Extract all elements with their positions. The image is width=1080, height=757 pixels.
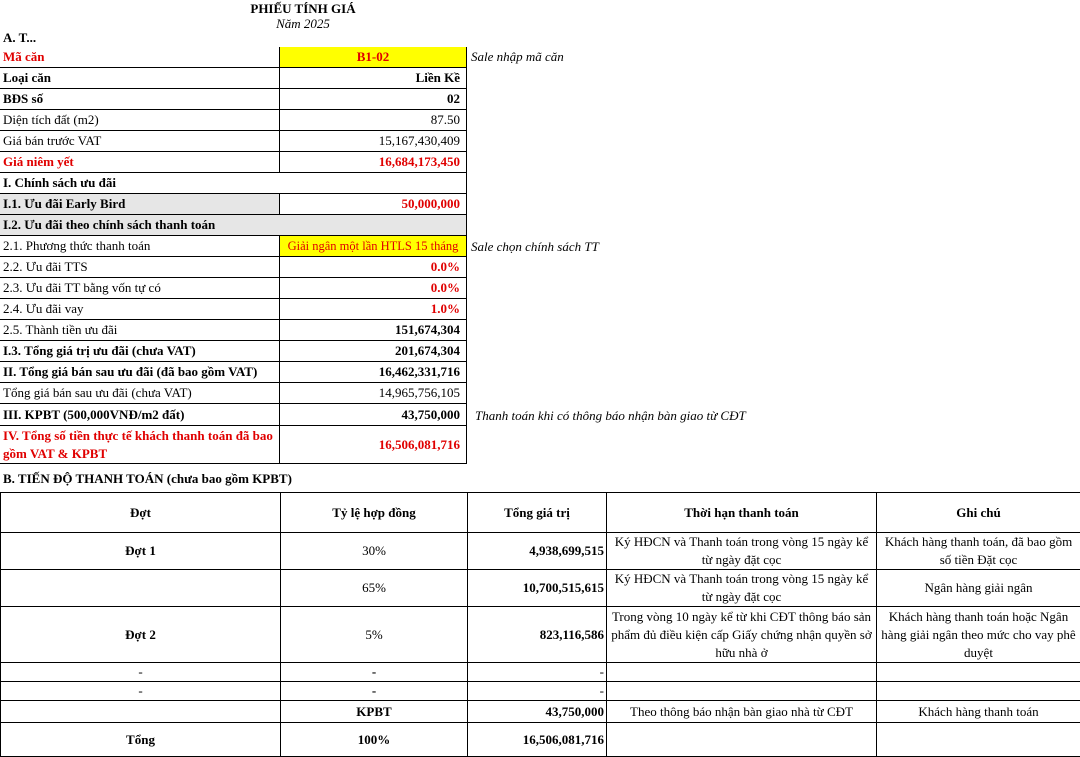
label-tong-sau-vat: II. Tổng giá bán sau ưu đãi (đã bao gồm VAT) [0,362,280,383]
value-uu-dai-vay: 1.0% [280,299,467,320]
cell-ghi-chu: Khách hàng thanh toán hoặc Ngân hàng giải ngân theo mức cho vay phê duyệt [877,607,1080,663]
value-gia-niem-yet: 16,684,173,450 [280,152,467,173]
cell-thoi-han [607,682,877,701]
table-row [1,570,1080,607]
label-tong-thuc-te: IV. Tổng số tiền thực tế khách thanh toán đã bao gồm VAT & KPBT [0,426,280,464]
cell-dot: Đợt 2 [1,607,281,663]
header-ghi-chu: Ghi chú [877,493,1080,533]
cell-dot: - [1,682,281,701]
page-title: PHIẾU TÍNH GIÁ [0,1,606,17]
cell-ty-le: KPBT [281,701,468,723]
value-tong-thuc-te: 16,506,081,716 [280,426,467,464]
cell-ghi-chu [877,663,1080,682]
header-tong-gia-tri: Tổng giá trị [468,493,607,533]
cell-dot [1,701,281,723]
label-chinh-sach: I. Chính sách ưu đãi [0,173,467,194]
cell-gia-tri: 10,700,515,615 [468,570,607,607]
cell-dot: Đợt 1 [1,533,281,570]
value-dien-tich: 87.50 [280,110,467,131]
cell-dot [1,570,281,607]
section-b-heading: B. TIẾN ĐỘ THANH TOÁN (chưa bao gồm KPBT) [3,471,292,487]
cell-ty-le: 65% [281,570,468,607]
label-uu-dai-vay: 2.4. Ưu đãi vay [0,299,280,320]
value-tong-chua-vat: 14,965,756,105 [280,383,467,404]
label-bds-so: BĐS số [0,89,280,110]
label-uu-dai-tts: 2.2. Ưu đãi TTS [0,257,280,278]
table-row [1,701,1080,723]
label-thanh-tien: 2.5. Thành tiền ưu đãi [0,320,280,341]
cell-ty-le: 100% [281,723,468,757]
value-uu-dai-von: 0.0% [280,278,467,299]
label-phuong-thuc: 2.1. Phương thức thanh toán [0,236,280,257]
note-phuong-thuc: Sale chọn chính sách TT [471,239,599,255]
table-row [1,607,1080,663]
cell-thoi-han: Theo thông báo nhận bàn giao nhà từ CĐT [607,701,877,723]
cell-gia-tri: 823,116,586 [468,607,607,663]
cell-ghi-chu [877,723,1080,757]
cell-gia-tri: - [468,663,607,682]
label-kpbt: III. KPBT (500,000VNĐ/m2 đất) [0,404,280,426]
table-total-row [1,723,1080,757]
cell-gia-tri: 4,938,699,515 [468,533,607,570]
label-dien-tich: Diện tích đất (m2) [0,110,280,131]
value-gia-truoc-vat: 15,167,430,409 [280,131,467,152]
cell-ghi-chu: Khách hàng thanh toán [877,701,1080,723]
label-tong-uu-dai: I.3. Tổng giá trị ưu đãi (chưa VAT) [0,341,280,362]
cell-ty-le: 30% [281,533,468,570]
value-kpbt: 43,750,000 [280,404,467,426]
header-ty-le: Tỷ lệ hợp đồng [281,493,468,533]
cell-thoi-han [607,663,877,682]
note-kpbt: Thanh toán khi có thông báo nhận bàn giao từ CĐT [475,408,746,424]
cell-gia-tri: 43,750,000 [468,701,607,723]
label-gia-niem-yet: Giá niêm yết [0,152,280,173]
cell-gia-tri: - [468,682,607,701]
cell-ghi-chu [877,682,1080,701]
value-tong-uu-dai: 201,674,304 [280,341,467,362]
label-tong-chua-vat: Tổng giá bán sau ưu đãi (chưa VAT) [0,383,280,404]
cell-dot: Tổng [1,723,281,757]
cell-gia-tri: 16,506,081,716 [468,723,607,757]
value-uu-dai-tts: 0.0% [280,257,467,278]
page-subtitle-year: Năm 2025 [0,16,606,32]
label-early-bird: I.1. Ưu đãi Early Bird [0,194,280,215]
cell-thoi-han: Ký HĐCN và Thanh toán trong vòng 15 ngày kể từ ngày đặt cọc [607,533,877,570]
label-uu-dai-tt: I.2. Ưu đãi theo chính sách thanh toán [0,215,467,236]
section-a-heading: A. T... [3,30,36,46]
value-tong-sau-vat: 16,462,331,716 [280,362,467,383]
value-loai-can: Liền Kề [280,68,467,89]
value-bds-so: 02 [280,89,467,110]
cell-ty-le: - [281,663,468,682]
cell-ty-le: - [281,682,468,701]
header-thoi-han: Thời hạn thanh toán [607,493,877,533]
cell-thoi-han: Ký HĐCN và Thanh toán trong vòng 15 ngày kể từ ngày đặt cọc [607,570,877,607]
payment-schedule-table [0,492,1080,757]
input-ma-can[interactable]: B1-02 [280,47,467,68]
table-header-row [1,493,1080,533]
table-row [1,663,1080,682]
value-early-bird: 50,000,000 [280,194,467,215]
label-uu-dai-von: 2.3. Ưu đãi TT bằng vốn tự có [0,278,280,299]
table-row [1,533,1080,570]
cell-ghi-chu: Ngân hàng giải ngân [877,570,1080,607]
header-dot: Đợt [1,493,281,533]
value-thanh-tien: 151,674,304 [280,320,467,341]
label-loai-can: Loại căn [0,68,280,89]
table-row [1,682,1080,701]
note-ma-can: Sale nhập mã căn [471,49,564,65]
cell-ghi-chu: Khách hàng thanh toán, đã bao gồm số tiền Đặt cọc [877,533,1080,570]
label-gia-truoc-vat: Giá bán trước VAT [0,131,280,152]
cell-thoi-han [607,723,877,757]
cell-thoi-han: Trong vòng 10 ngày kể từ khi CĐT thông báo sản phẩm đủ điều kiện cấp Giấy chứng nhận quyền sở hữu nhà ở [607,607,877,663]
cell-dot: - [1,663,281,682]
select-phuong-thuc[interactable]: Giải ngân một lần HTLS 15 tháng [280,236,467,257]
label-ma-can: Mã căn [0,47,280,68]
cell-ty-le: 5% [281,607,468,663]
